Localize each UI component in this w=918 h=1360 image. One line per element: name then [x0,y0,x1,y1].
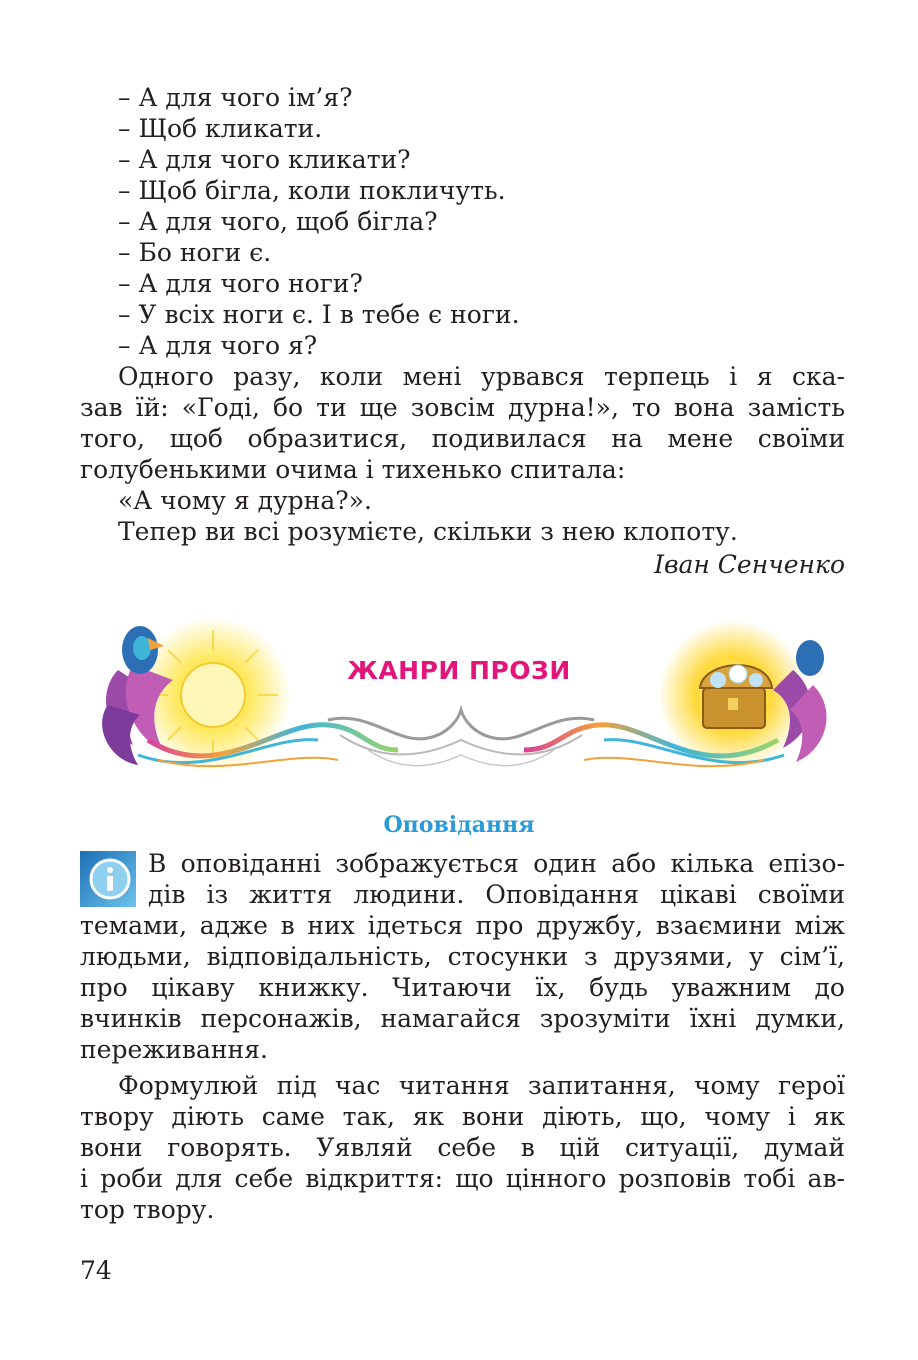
paragraph-line: Одного разу, коли мені урвався терпець і я ска- [118,362,845,391]
paragraph-line: зав їй: «Годі, бо ти ще зовсім дурна!», то вона замість [80,393,845,422]
info-text-block [80,848,845,1225]
paragraph-line: і роби для себе відкриття: що цінного розповів тобі ав- [80,1164,845,1193]
page-number: 74 [80,1256,112,1285]
story-paragraph [80,361,845,485]
paragraph-line: людьми, відповідальність, стосунки з друзями, у сім’ї, [80,942,845,971]
paragraph-line: твору діють саме так, як вони діють, що, чому і як [80,1102,845,1131]
paragraph-line: вчинків персонажів, намагайся зрозуміти їхні думки, [80,1004,845,1033]
dialog-line: – А для чого, щоб бігла? [118,207,438,236]
decorative-banner [78,610,844,785]
dialog-line: – Щоб кликати. [118,114,323,143]
paragraph-line: тор твору. [80,1195,215,1224]
paragraph-line: голубенькими очима і тихенько спитала: [80,455,626,484]
quote-line: «А чому я дурна?». [118,486,372,515]
dialog-line: – Бо ноги є. [118,238,272,267]
paragraph-line: вони говорять. Уявляй себе в цій ситуації, думай [80,1133,845,1162]
section-title: ЖАНРИ ПРОЗИ [347,656,571,685]
author-name: Іван Сенченко [654,550,845,579]
paragraph-line: про цікаву книжку. Читаючи їх, будь уважним до [80,973,845,1002]
reading-advice-paragraph [80,1070,845,1225]
subheading: Оповідання [383,812,535,838]
dialog-line: – У всіх ноги є. І в тебе є ноги. [118,300,520,329]
dialog-line: – А для чого я? [118,331,318,360]
closing-line: Тепер ви всі розумієте, скільки з нею клопоту. [118,517,738,546]
paragraph-line: того, щоб образитися, подивилася на мене своїми [80,424,845,453]
paragraph-line: Формулюй під час читання запитання, чому герої [118,1071,845,1100]
dialog-line: – А для чого кликати? [118,145,411,174]
paragraph-line: темами, адже в них ідеться про дружбу, взаємини між [80,911,845,940]
dialog-line: – А для чого ім’я? [118,83,353,112]
dialog-block [80,82,845,580]
dialog-line: – А для чого ноги? [118,269,363,298]
dialog-line: – Щоб бігла, коли покличуть. [118,176,506,205]
info-paragraph [80,848,845,1065]
paragraph-line: дів із життя людини. Оповідання цікаві своїми [148,880,845,909]
paragraph-line: В оповіданні зображується один або кілька епізо- [148,849,845,878]
paragraph-line: переживання. [80,1035,268,1064]
